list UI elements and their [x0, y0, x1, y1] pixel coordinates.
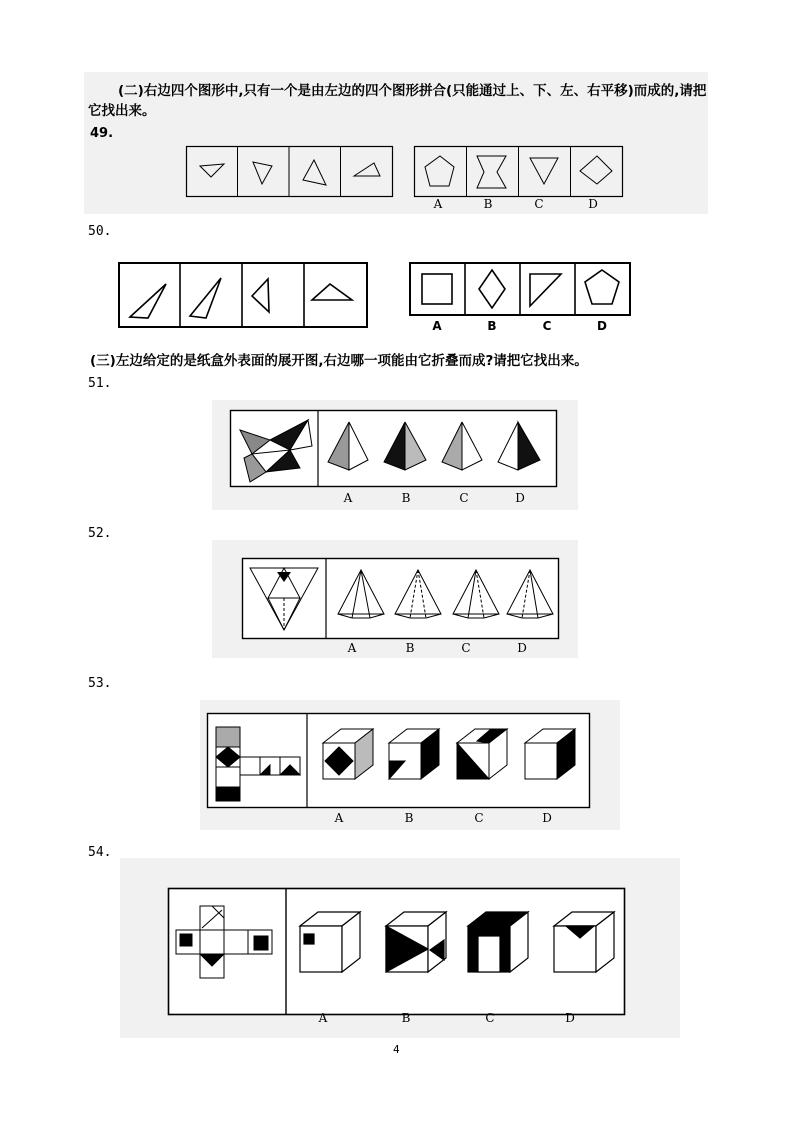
q53-option-a[interactable]: A [334, 811, 344, 825]
q51-figure-panel [230, 410, 560, 490]
q52-option-c[interactable]: C [461, 641, 471, 655]
question-49-number: 49. [90, 126, 114, 141]
question-53-number: 53. [88, 676, 112, 691]
q54-option-d[interactable]: D [565, 1011, 575, 1025]
q53-option-b[interactable]: B [404, 811, 414, 825]
q49-option-figures [414, 146, 626, 198]
q49-option-c[interactable]: C [534, 197, 544, 211]
q50-option-figures [409, 262, 633, 318]
section2-heading-line1: (二)右边四个图形中,只有一个是由左边的四个图形拼合(只能通过上、下、左、右平移)而成的,请把 [118, 83, 707, 99]
q49-stem-figures [186, 146, 396, 198]
q50-stem-figures [118, 262, 370, 330]
q54-option-a[interactable]: A [318, 1011, 328, 1025]
q53-option-d[interactable]: D [542, 811, 552, 825]
q53-figure-panel [207, 713, 593, 811]
question-54-number: 54. [88, 845, 112, 860]
q49-option-d[interactable]: D [588, 197, 598, 211]
section2-heading-line2: 它找出来。 [88, 103, 156, 119]
q51-option-a[interactable]: A [343, 491, 353, 505]
q52-option-b[interactable]: B [405, 641, 415, 655]
q50-option-d[interactable]: D [597, 319, 607, 333]
q53-option-c[interactable]: C [474, 811, 484, 825]
question-51-number: 51. [88, 376, 112, 391]
q52-option-a[interactable]: A [347, 641, 357, 655]
q49-option-a[interactable]: A [433, 197, 443, 211]
q50-option-a[interactable]: A [432, 319, 442, 333]
page-number: 4 [393, 1043, 400, 1056]
q54-option-b[interactable]: B [401, 1011, 411, 1025]
q51-option-c[interactable]: C [459, 491, 469, 505]
q50-option-c[interactable]: C [542, 319, 552, 333]
q51-option-d[interactable]: D [515, 491, 525, 505]
question-50-number: 50. [88, 224, 112, 239]
q51-option-b[interactable]: B [401, 491, 411, 505]
q52-option-d[interactable]: D [517, 641, 527, 655]
q49-option-b[interactable]: B [483, 197, 493, 211]
section3-heading: (三)左边给定的是纸盒外表面的展开图,右边哪一项能由它折叠而成?请把它找出来。 [90, 353, 588, 369]
q50-option-b[interactable]: B [487, 319, 497, 333]
question-52-number: 52. [88, 526, 112, 541]
q52-figure-panel [242, 558, 562, 642]
q54-option-c[interactable]: C [485, 1011, 495, 1025]
q54-figure-panel [168, 888, 628, 1018]
